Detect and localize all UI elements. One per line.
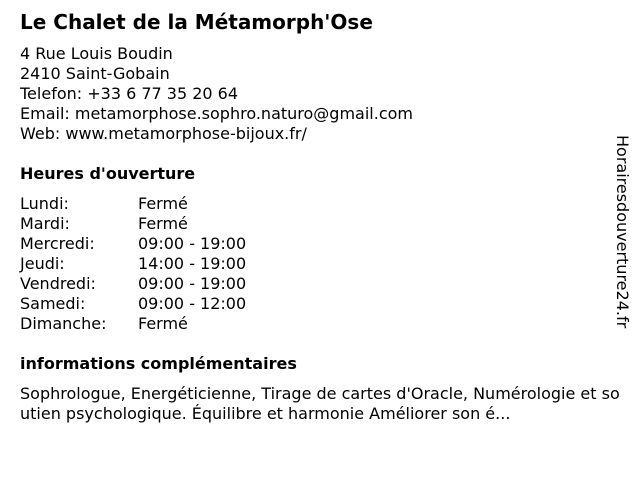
website-link[interactable]: Web: www.metamorphose-bijoux.fr/ — [20, 124, 307, 143]
day-hours: 09:00 - 12:00 — [138, 294, 247, 313]
hours-heading: Heures d'ouverture — [20, 164, 196, 183]
day-label: Jeudi: — [20, 254, 65, 273]
city-address: 2410 Saint-Gobain — [20, 64, 170, 83]
day-label: Mercredi: — [20, 234, 95, 253]
phone-number[interactable]: Telefon: +33 6 77 35 20 64 — [20, 84, 239, 103]
day-label: Lundi: — [20, 194, 69, 213]
day-label: Samedi: — [20, 294, 86, 313]
email-address[interactable]: Email: metamorphose.sophro.naturo@gmail.com — [20, 104, 413, 123]
day-hours: Fermé — [138, 314, 188, 333]
day-label: Vendredi: — [20, 274, 96, 293]
day-hours: 14:00 - 19:00 — [138, 254, 247, 273]
day-label: Mardi: — [20, 214, 70, 233]
day-hours: Fermé — [138, 214, 188, 233]
day-hours: Fermé — [138, 194, 188, 213]
day-hours: 09:00 - 19:00 — [138, 234, 247, 253]
contact-block — [20, 44, 413, 144]
day-label: Dimanche: — [20, 314, 107, 333]
info-description: Sophrologue, Energéticienne, Tirage de cartes d'Oracle, Numérologie et soutien psychologique. Équilibre et harmonie Améliorer son é... — [20, 384, 620, 423]
info-heading: informations complémentaires — [20, 354, 297, 373]
watermark-text: Horairesdouverture24.fr — [613, 135, 632, 329]
street-address: 4 Rue Louis Boudin — [20, 44, 173, 63]
day-hours: 09:00 - 19:00 — [138, 274, 247, 293]
business-name: Le Chalet de la Métamorph'Ose — [20, 10, 373, 34]
